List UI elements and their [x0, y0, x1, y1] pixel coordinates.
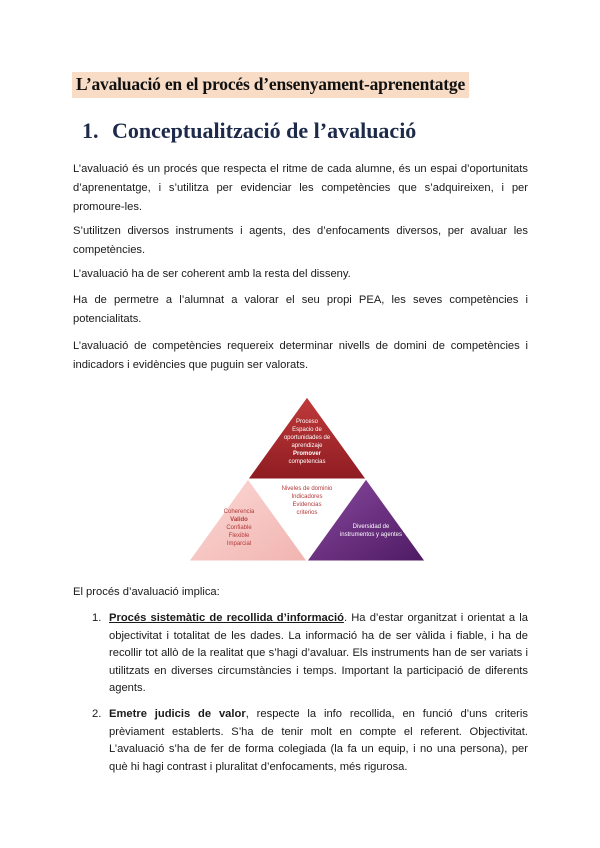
- evaluation-steps-list: [92, 610, 528, 698]
- list-item-number: 1.: [92, 612, 102, 624]
- evaluation-triangle-diagram: [183, 395, 431, 567]
- diagram-top-line: Promover: [292, 451, 322, 457]
- paragraph: L’avaluació de competències requereix determinar nivells de domini de competències i indicadors i evidències que puguin ser valorats.: [73, 340, 528, 371]
- list-item-text: , respecte la info recollida, en funció d’uns criteris prèviament establerts. S’ha de tenir molt en compte el referent. Objectivitat. L’avaluació s’ha de fer de forma colegiada (la fa un equip, i no una persona), per què hi hagi contrast i pluralitat d’enfocaments, més rigurosa.: [109, 708, 528, 773]
- diagram-top-line: Espacio de: [292, 427, 322, 433]
- diagram-top-line: Proceso: [295, 419, 319, 425]
- diagram-left-line: Imparcial: [226, 541, 252, 547]
- diagram-top-line: aprendizaje: [291, 443, 323, 449]
- diagram-center-line: Evidencias: [292, 502, 322, 508]
- diagram-left-line: Coherencia: [223, 509, 255, 515]
- diagram-right-line: Diversidad de: [352, 524, 390, 530]
- section-heading: [82, 118, 416, 144]
- list-item-number: 2.: [92, 708, 102, 720]
- diagram-left-line: Confiable: [226, 525, 252, 531]
- paragraph: Ha de permetre a l’alumnat a valorar el seu propi PEA, les seves competències i potencialitats.: [73, 294, 528, 325]
- diagram-right-line: instrumentos y agentes: [339, 532, 403, 538]
- list-intro: El procés d’avaluació implica:: [73, 586, 220, 598]
- paragraph: S’utilitzen diversos instruments i agents, des d’enfocaments diversos, per avaluar les competències.: [73, 225, 528, 256]
- paragraph: L’avaluació ha de ser coherent amb la resta del disseny.: [73, 268, 351, 280]
- section-number: 1.: [82, 118, 99, 143]
- diagram-center-line: Niveles de dominio: [281, 486, 333, 492]
- list-item-heading: Emetre judicis de valor: [109, 708, 246, 720]
- diagram-center-line: Indicadores: [291, 494, 323, 500]
- diagram-center-line: criterios: [296, 510, 318, 516]
- document-title: L’avaluació en el procés d’ensenyament-aprenentatge: [72, 72, 469, 98]
- diagram-top-line: competencias: [288, 459, 326, 465]
- diagram-top-line: oportunidades de: [283, 435, 331, 441]
- diagram-left-line: Flexible: [228, 533, 250, 539]
- list-item: [92, 610, 528, 698]
- list-item: [92, 706, 528, 776]
- section-title: Conceptualització de l’avaluació: [112, 118, 417, 143]
- diagram-left-line: Valido: [230, 517, 248, 523]
- evaluation-steps-list: [92, 706, 528, 776]
- list-item-heading: Procés sistemàtic de recollida d’informació: [109, 612, 344, 624]
- list-item-text: . Ha d’estar organitzat i orientat a la objectivitat i totalitat de les dades. La informació ha de ser vàlida i fiable, i ha de recollir tot allò de la realitat que s’hagi d’avaluar. Els instruments han de ser variats i utilitzats en diverses circumstàncies i temps. Important la participació de diferents agents.: [109, 612, 529, 695]
- paragraph: L’avaluació és un procés que respecta el ritme de cada alumne, és un espai d’oportunitats d’aprenentatge, i s’utilitza per evidenciar les competències que s’adquireixen, i per promoure-les.: [73, 163, 528, 213]
